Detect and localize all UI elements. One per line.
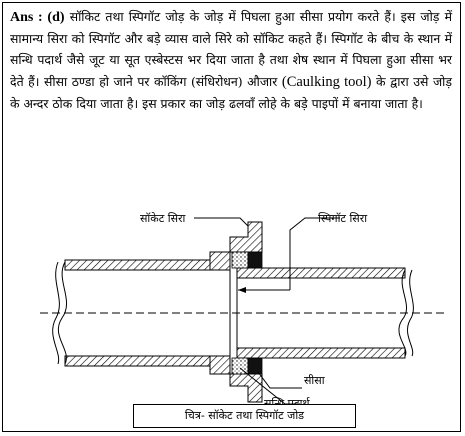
answer-text-1: सॉकिट तथा स्पिगॉट जोड़ के जोड़ में पिघला हुआ सीसा प्रयोग करते हैं। इस जोड़ में सामान्य सिरा को स्पिगॉट और बड़े व्यास वाले सिरे को सॉकिट कहते हैं। स्पिगॉट के बीच के स्थान में सन्धि पदार्थ जैसे जूट या सूत एस्बेस्टस भर दिया जाता है तथा शेष स्थान में पिघला हुआ सीसा भर देते हैं। सीसा ठण्डा हो जाने पर कॉकिंग (संधिरोधन) औजार (10, 9, 452, 89)
spigot-end-label: स्पिगॉट सिरा (318, 212, 368, 225)
lead-label: सीसा (304, 374, 325, 387)
answer-prefix: Ans : (d) (10, 10, 65, 25)
socket-end-label: सॉकेट सिरा (140, 212, 186, 225)
answer-text-2: के द्वारा उसे जोड़ के अन्दर ठोक दिया जाता है। इस प्रकार का जोड़ ढलवाँ लोहे के बड़े पाइपों में बनाया जाता है। (10, 73, 452, 111)
figure-caption: चित्र- सॉकेट तथा स्पिगॉट जोड (133, 404, 356, 428)
caulking-tool-term: (Caulking tool) (281, 73, 372, 90)
socket-pipe (65, 222, 262, 402)
